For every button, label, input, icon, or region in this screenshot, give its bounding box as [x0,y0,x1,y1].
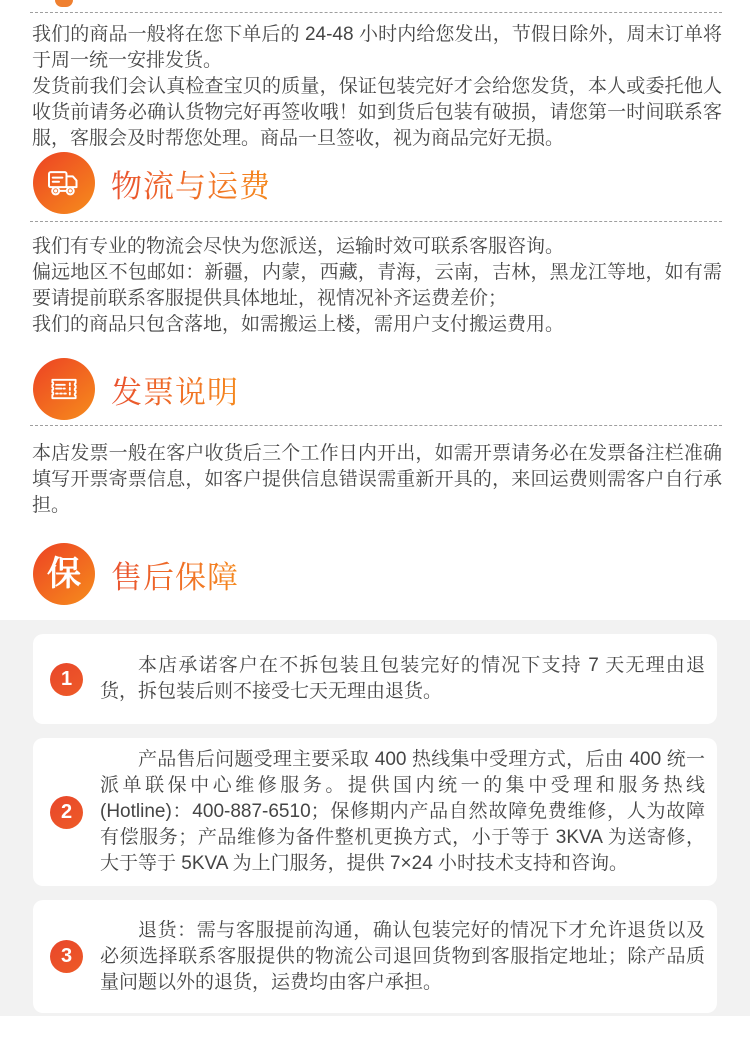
guarantee-icon-character: 保 [47,555,81,593]
number-1-badge: 1 [50,663,83,696]
shipping-notice-paragraph [32,22,722,152]
dashed-divider [30,425,722,426]
invoice-section-title: 发票说明 [111,367,239,412]
aftersales-item-2 [33,738,717,886]
dashed-divider [30,221,722,222]
aftersales-item-text: 退货：需与客服提前沟通，确认包装完好的情况下才允许退货以及必须选择联系客服提供的物流公司退回货物到客服指定地址；除产品质量问题以外的退货，运费均由客户承担。 [100,919,705,993]
logistics-line: 我们的商品只包含落地，如需搬运上楼，需用户支付搬运费用。 [32,314,565,335]
logistics-section-title: 物流与运费 [111,161,271,206]
aftersales-item-1 [33,634,717,724]
aftersales-item-3 [33,900,717,1013]
guarantee-badge-icon [33,543,95,605]
aftersales-panel [0,620,750,1016]
number-2-badge: 2 [50,796,83,829]
invoice-paragraph [32,441,722,519]
truck-icon [33,152,95,214]
logistics-paragraph [32,234,722,338]
logistics-section-header [33,152,271,214]
shipping-notice-line: 发货前我们会认真检查宝贝的质量，保证包装完好才会给您发货，本人或委托他人收货前请务必确认货物完好再签收哦！如到货后包装有破损，请您第一时间联系客服，客服会及时帮您处理。商品一旦签收，视为商品完好无损。 [32,76,722,149]
aftersales-item-text: 本店承诺客户在不拆包装且包装完好的情况下支持 7 天无理由退货，拆包装后则不接受七天无理由退货。 [100,655,705,702]
previous-section-icon-remnant [55,0,73,7]
invoice-line: 本店发票一般在客户收货后三个工作日内开出，如需开票请务必在发票备注栏准确填写开票寄票信息，如客户提供信息错误需重新开具的，来回运费则需客户自行承担。 [32,443,722,516]
invoice-section-header [33,358,239,420]
aftersales-section-header [33,543,239,605]
shipping-notice-line: 我们的商品一般将在您下单后的 24-48 小时内给您发出，节假日除外，周末订单将于周一统一安排发货。 [32,24,722,71]
logistics-line: 我们有专业的物流会尽快为您派送，运输时效可联系客服咨询。 [32,236,565,257]
aftersales-section-title: 售后保障 [111,552,239,597]
number-3-badge: 3 [50,940,83,973]
dashed-divider [30,12,722,13]
logistics-line: 偏远地区不包邮如：新疆，内蒙，西藏，青海，云南，吉林，黑龙江等地，如有需要请提前联系客服提供具体地址，视情况补齐运费差价； [32,262,722,309]
ticket-icon [33,358,95,420]
aftersales-item-text: 产品售后问题受理主要采取 400 热线集中受理方式，后由 400 统一派单联保中心维修服务。提供国内统一的集中受理和服务热线 (Hotline)：400-887-6510；保修期内产品自然故障免费维修，人为故障有偿服务；产品维修为备件整机更换方式，小于等于 3KVA 为送寄修，大于等于 5KVA 为上门服务，提供 7×24 小时技术支持和咨询。 [100,749,705,874]
